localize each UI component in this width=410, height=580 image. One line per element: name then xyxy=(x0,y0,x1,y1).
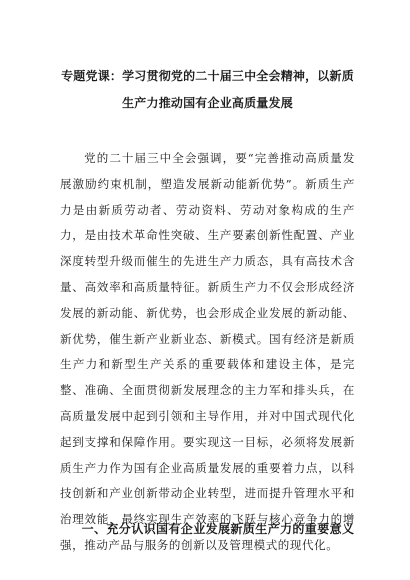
document-title: 专题党课：学习贯彻党的二十届三中全会精神，以新质生产力推动国有企业高质量发展 xyxy=(61,69,354,110)
body-paragraph: 党的二十届三中全会强调，要“完善推动高质量发展激励约束机制，塑造发展新动能新优势”。新质生产力是由新质劳动者、劳动资料、劳动对象构成的生产力，是由技术革命性突破、生产要素创新性配置、产业深度转型升级而催生的先进生产力质态，具有高技术含量、高效率和高质量特征。新质生产力不仅会形成经济发展的新动能、新优势，也会形成企业发展的新动能、新优势，催生新产业新业态、新模式。国有经济是新质生产力和新型生产关系的重要载体和建设主体，是完整、准确、全面贯彻新发展理念的主力军和排头兵，在高质量发展中起到引领和主导作用，并对中国式现代化起到支撑和保障作用。要实现这一目标，必须将发展新质生产力作为国有企业高质量发展的重要着力点，以科技创新和产业创新带动企业转型，进而提升管理水平和治理效能，最终实现生产效率的飞跃与核心竞争力的增强，推动产品与服务的创新以及管理模式的现代化。 xyxy=(60,151,355,552)
section-heading: 一、充分认识国有企业发展新质生产力的重要意义 xyxy=(81,522,355,536)
